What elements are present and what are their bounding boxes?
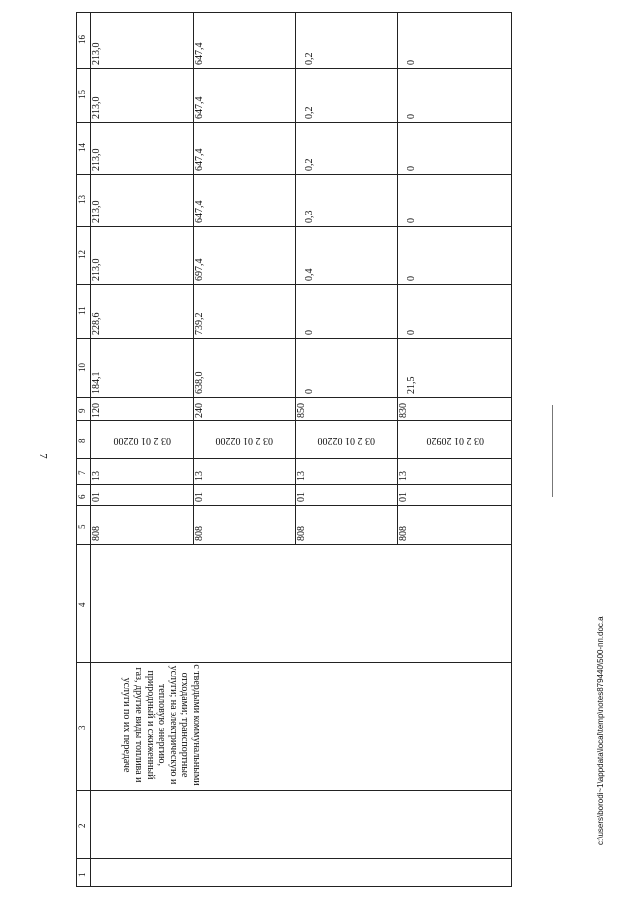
- cell-r1-c11: 228,6: [91, 312, 102, 335]
- column-divider: [76, 484, 512, 485]
- column-header-4: 4: [77, 602, 87, 607]
- column-divider: [76, 505, 512, 506]
- column-header-11: 11: [77, 306, 87, 315]
- column-header-15: 15: [77, 90, 87, 99]
- cell-r1-c16: 213,0: [91, 42, 102, 65]
- cell-r3-c13: 0,3: [304, 210, 315, 223]
- footer-file-path: c:\users\borodi~1\appdata\local\temp\notes879440\500-пп.doc.a: [596, 616, 605, 845]
- column-divider: [76, 284, 512, 285]
- cell-r4-c15: 0: [406, 114, 417, 119]
- column-header-12: 12: [77, 250, 87, 259]
- column-divider: [76, 397, 512, 398]
- column-header-10: 10: [77, 362, 87, 372]
- cell-r3-c8: 03 2 01 02200: [317, 435, 375, 446]
- cell-r2-c12: 697,4: [194, 258, 205, 281]
- row-divider: [295, 12, 296, 544]
- page-number: 7: [36, 453, 49, 459]
- cell-r3-c14: 0,2: [304, 158, 315, 171]
- cell-r2-c13: 647,4: [194, 200, 205, 223]
- cell-r3-c16: 0,2: [304, 52, 315, 65]
- column-header-13: 13: [77, 195, 87, 204]
- row-divider: [397, 12, 398, 544]
- cell-r4-c9: 830: [398, 403, 409, 418]
- column-divider: [76, 122, 512, 123]
- cell-r2-c11: 739,2: [194, 312, 205, 335]
- cell-r3-c15: 0,2: [304, 106, 315, 119]
- column-divider: [76, 68, 512, 69]
- column-divider: [76, 338, 512, 339]
- cell-r2-c7: 13: [194, 471, 205, 481]
- cell-r1-c6: 01: [91, 492, 102, 502]
- column-header-8: 8: [77, 438, 87, 443]
- column-divider: [76, 790, 512, 791]
- cell-r4-c13: 0: [406, 218, 417, 223]
- cell-r2-c8: 03 2 01 02200: [215, 435, 273, 446]
- column-divider: [76, 544, 512, 545]
- cell-r1-c10: 184,1: [91, 371, 102, 394]
- column-header-14: 14: [77, 143, 87, 152]
- cell-r4-c12: 0: [406, 276, 417, 281]
- column-header-16: 16: [77, 35, 87, 44]
- cell-r4-c5: 808: [398, 526, 409, 541]
- cell-r4-c14: 0: [406, 166, 417, 171]
- column-divider: [76, 458, 512, 459]
- cell-r4-c6: 01: [398, 492, 409, 502]
- separator-line: [552, 405, 553, 497]
- column-divider: [76, 174, 512, 175]
- header-divider: [90, 12, 91, 887]
- cell-r1-c12: 213,0: [91, 258, 102, 281]
- column-header-2: 2: [77, 823, 87, 828]
- cell-r4-c8: 03 2 01 20920: [426, 435, 484, 446]
- cell-r3-c7: 13: [296, 471, 307, 481]
- cell-r3-c12: 0,4: [304, 268, 315, 281]
- column-header-3: 3: [77, 725, 87, 730]
- column-header-9: 9: [77, 408, 87, 413]
- column-header-5: 5: [77, 524, 87, 529]
- cell-r1-c9: 120: [91, 403, 102, 418]
- column-header-7: 7: [77, 470, 87, 475]
- cell-r2-c14: 647,4: [194, 148, 205, 171]
- cell-r1-c13: 213,0: [91, 200, 102, 223]
- cell-r3-c9: 850: [296, 403, 307, 418]
- row-description: с твердыми коммунальными отходами; транспортные услуги; на электрическую и тепловую энергию, природный и сжиженный газ, другие виды топлива и услуги по их передаче: [121, 664, 203, 786]
- cell-r1-c5: 808: [91, 526, 102, 541]
- cell-r1-c14: 213,0: [91, 148, 102, 171]
- cell-r1-c15: 213,0: [91, 96, 102, 119]
- column-divider: [76, 226, 512, 227]
- cell-r3-c11: 0: [304, 330, 315, 335]
- column-divider: [76, 858, 512, 859]
- cell-r3-c6: 01: [296, 492, 307, 502]
- cell-r1-c8: 03 2 01 02200: [113, 435, 171, 446]
- cell-r3-c10: 0: [304, 389, 315, 394]
- cell-r2-c6: 01: [194, 492, 205, 502]
- column-header-1: 1: [77, 872, 87, 877]
- cell-r4-c7: 13: [398, 471, 409, 481]
- column-header-6: 6: [77, 494, 87, 499]
- cell-r4-c11: 0: [406, 330, 417, 335]
- cell-r1-c7: 13: [91, 471, 102, 481]
- cell-r2-c5: 808: [194, 526, 205, 541]
- column-divider: [76, 420, 512, 421]
- cell-r2-c16: 647,4: [194, 42, 205, 65]
- cell-r4-c16: 0: [406, 60, 417, 65]
- cell-r2-c15: 647,4: [194, 96, 205, 119]
- cell-r3-c5: 808: [296, 526, 307, 541]
- cell-r2-c9: 240: [194, 403, 205, 418]
- cell-r2-c10: 638,0: [194, 371, 205, 394]
- cell-r4-c10: 21,5: [406, 376, 417, 394]
